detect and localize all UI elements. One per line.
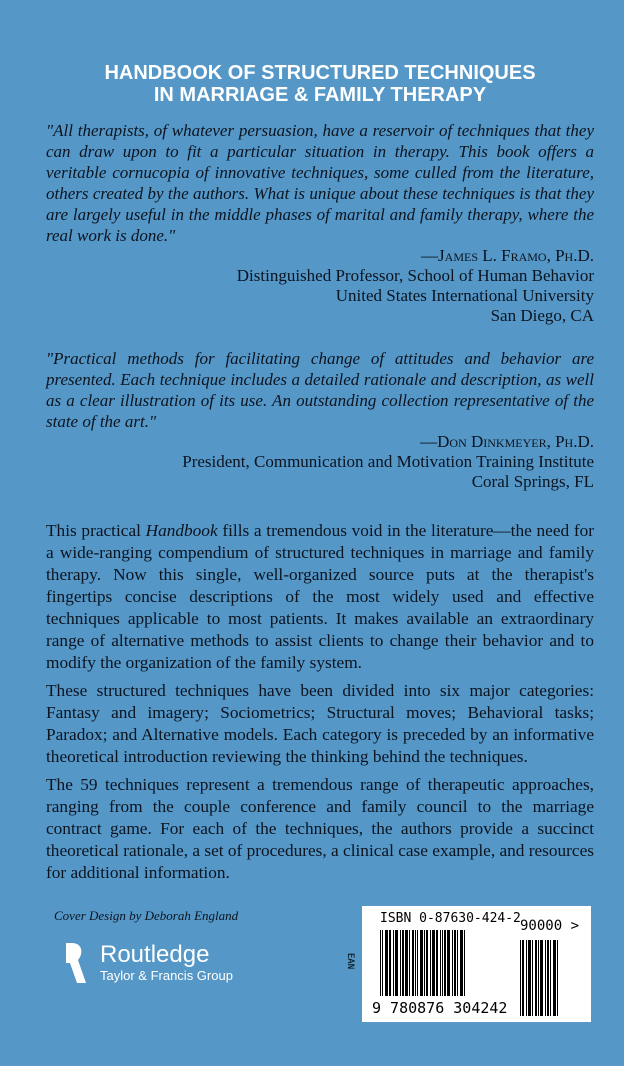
routledge-r-icon [58,943,86,983]
text: This practical [46,521,146,540]
ean-label: EAN [345,952,356,970]
endorsement-framo [46,120,594,326]
description-paragraph-2: These structured techniques have been divided into six major categories: Fantasy and imagery; Sociometrics; Structural moves; Behavioral tasks; Paradox; and Alternative models. Each category is preceded by an informative theoretical introduction reviewing the thinking behind the techniques. [46,681,594,766]
description [46,520,594,890]
title-line-1: HANDBOOK OF STRUCTURED TECHNIQUES [104,62,536,84]
quote-author: —Don Dinkmeyer, Ph.D. [420,432,594,451]
title-line-2: IN MARRIAGE & FAMILY THERAPY [153,84,487,106]
author-affiliation: United States International University [335,286,594,305]
isbn-label: ISBN 0-87630-424-2 [380,911,521,926]
endorsement-dinkmeyer [46,348,594,492]
barcode-bar [465,930,466,996]
quote-text: "Practical methods for facilitating change of attitudes and behavior are presented. Each technique includes a detailed rationale and description, as well as a clear illustration of its use. An outstanding collection representative of the state of the art." [46,349,594,431]
footer [46,906,594,1036]
ean-number: 9 780876 304242 [372,999,508,1017]
isbn-barcode [345,906,591,1022]
author-title: President, Communication and Motivation Training Institute [182,452,594,471]
author-title: Distinguished Professor, School of Human Behavior [236,266,594,285]
price-code: 90000 > [520,918,580,934]
barcode-bar [557,940,558,1016]
publisher-logo [58,942,233,984]
text: fills a tremendous void in the literature—the need for a wide-ranging compendium of structured techniques in marriage and family therapy. Now this single, well-organized source puts at the therapist's fingertips concise descriptions of the most widely used and effective techniques applicable to most patients. It makes available an extraordinary range of alternative methods to assist clients to change their behavior and to modify the organization of the family system. [46,521,594,672]
book-title [46,62,594,106]
quote-text: "All therapists, of whatever persuasion, have a reservoir of techniques that they can draw upon to fit a particular situation in therapy. This book offers a veritable cornucopia of innovative techniques, some culled from the literature, others created by the authors. What is unique about these techniques is that they are largely useful in the middle phases of marital and family therapy, where the real work is done." [46,121,594,245]
author-location: Coral Springs, FL [471,472,594,491]
emphasis: Handbook [145,521,218,540]
addon-barcode-bars [520,940,558,1016]
publisher-name: Routledge [100,941,210,968]
cover-design-credit: Cover Design by Deborah England [54,908,239,923]
barcode-bars [380,930,466,996]
description-paragraph-1 [46,520,594,674]
quote-author: —James L. Framo, Ph.D. [421,246,594,265]
publisher-group: Taylor & Francis Group [100,968,233,983]
description-paragraph-3: The 59 techniques represent a tremendous range of therapeutic approaches, ranging from the couple conference and family council to the marriage contract game. For each of the techniques, the authors provide a succinct theoretical rationale, a set of procedures, a clinical case example, and resources for additional information. [46,775,594,882]
author-location: San Diego, CA [490,306,594,325]
